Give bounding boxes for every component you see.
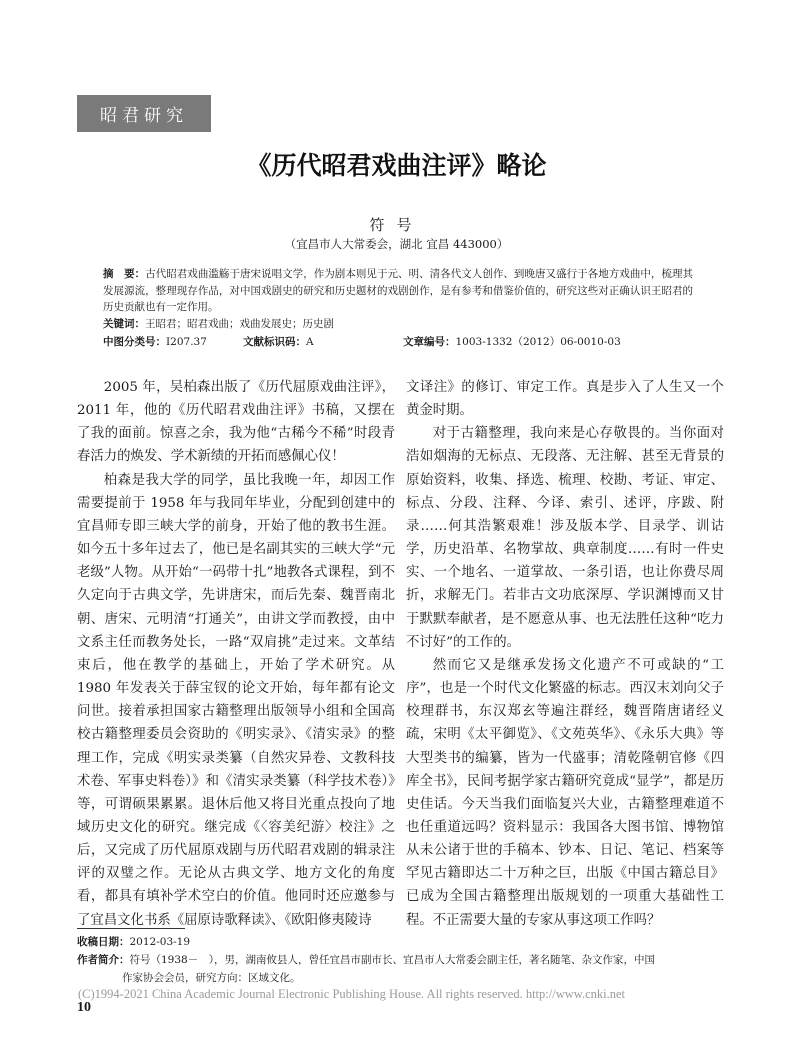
- body-paragraph: 对于古籍整理，我向来是心存敬畏的。当你面对浩如烟海的无标点、无段落、无注解、甚至无背景的原始资料，收集、择选、梳理、校勘、考证、审定、标点、分段、注释、今译、索引、述评，序跋、附录……何其浩繁艰难！涉及版本学、目录学、训诂学，历史沿革、名物掌故、典章制度……有时一件史实、一个地名、一道掌故、一条引语，也让你费尽周折，求解无门。若非古文功底深厚、学识渊博而又甘于默默奉献者，是不愿意从事、也无法胜任这种“吃力不讨好”的工作的。: [406, 426, 724, 650]
- clc-value: I207.37: [166, 336, 207, 348]
- author-bio: [77, 951, 717, 969]
- keywords-label: 关键词：: [103, 317, 145, 330]
- author-bio-continued: 作家协会会员，研究方向：区域文化。: [122, 972, 301, 984]
- author-affiliation: （宜昌市人大常委会，湖北 宜昌 443000）: [284, 237, 509, 251]
- author-name: 符号: [369, 216, 424, 234]
- section-tab: 昭君研究: [77, 95, 211, 132]
- keywords-text: 王昭君；昭君戏曲；戏曲发展史；历史剧: [145, 317, 334, 330]
- bio-label: 作者简介：: [77, 954, 130, 966]
- body-paragraph: 柏森是我大学的同学，虽比我晚一年，却因工作需要提前于 1958 年与我同年毕业，分配到创建中的宜昌师专即三峡大学的前身，开始了他的教书生涯。如今五十多年过去了，他已是名副其实的三峡大学“元老级”人物。从开始“一码带十扎”地教各式课程，到不久定向于古典文学，先讲唐宋，而后先秦、魏晋南北朝、唐宋、元明清“打通关”，由讲文学而教授，由中文系主任而教务处长，一路“双肩挑”走过来。文革结束后，他在教学的基础上，开始了学术研究。从 1980 年发表关于薛宝钗的论文开始，每年都有论文问世。接着承担国家古籍整理出版领导小组和全国高校古籍整理委员会资助的《明实录》、《清实录》的整理工作，完成《明实录类纂（自然灾异卷、文教科技术卷、军事史料卷）》和《清实录类纂（科学技术卷）》等，可谓硕果累累。退休后他又将目光重点投向了地域历史文化的研究。继完成《〈容美纪游〉校注》之后，又完成了历代屈原戏剧与历代昭君戏剧的辑录注评的双璧之作。无论从古典文学、地方文化的角度看，都具有填补学术空白的价值。他同时还应邀参与了宜昌文化书系《屈原诗歌释读》、《欧阳修夷陵诗: [77, 472, 395, 928]
- body-column-left: [77, 376, 395, 932]
- received-value: 2012-03-19: [129, 936, 191, 948]
- document-code: [243, 334, 403, 351]
- article-number-value: 1003-1332（2012）06-0010-03: [455, 336, 621, 348]
- abstract-text: 古代昭君戏曲滥觞于唐宋说唱文学，作为剧本则见于元、明、清各代文人创作、到晚唐又盛行于各地方戏曲中，梳理其发展源流，整理现存作品，对中国戏剧史的研究和历史题材的戏剧创作，是有参考和借鉴价值的，研究这些对正确认识王昭君的历史贡献也有一定作用。: [103, 268, 694, 313]
- received-label: 收稿日期：: [77, 936, 130, 948]
- body-paragraph: 然而它又是继承发扬文化遗产不可或缺的“工序”，也是一个时代文化繁盛的标志。西汉末刘向父子校理群书，东汉郑玄等遍注群经，魏晋隋唐诸经义疏，宋明《太平御览》、《文苑英华》、《永乐大典》等大型类书的编纂，皆为一代盛事；清乾隆朝官修《四库全书》，民间考据学家古籍研究竟成“显学”，都是历史佳话。今天当我们面临复兴大业，古籍整理难道不也任重道远吗？资料显示：我国各大图书馆、博物馆从未公诸于世的手稿本、钞本、日记、笔记、档案等罕见古籍即达二十万种之巨，出版《中国古籍总目》已成为全国古籍整理出版规划的一项重大基础性工程。不正需要大量的专家从事这项工作吗？: [406, 657, 724, 928]
- doc-code-value: A: [306, 336, 314, 348]
- page-number: 10: [77, 1000, 91, 1015]
- doc-code-label: 文献标识码：: [243, 336, 306, 348]
- clc-number: [103, 334, 243, 351]
- body-paragraph: 2005 年，吴柏森出版了《历代屈原戏曲注评》，2011 年，他的《历代昭君戏曲注评》书稿，又摆在了我的面前。惊喜之余，我为他“古稀今不稀”时段青春活力的焕发、学术新绩的开拓而感佩心仪！: [77, 380, 395, 465]
- bio-text: 符号（1938－ ），男，湖南攸县人，曾任宜昌市副市长、宜昌市人大常委会副主任，著名随笔、杂文作家，中国: [129, 954, 655, 966]
- classification-line: [103, 334, 693, 351]
- body-column-right: [406, 376, 724, 932]
- body-paragraph: 文译注》的修订、审定工作。真是步入了人生又一个黄金时期。: [406, 380, 724, 419]
- abstract-label: 摘 要：: [103, 268, 146, 280]
- copyright-watermark: (C)1994-2021 China Academic Journal Electronic Publishing House. All rights reserved. http://www.cnki.net: [78, 987, 626, 1001]
- keywords: [103, 316, 693, 333]
- clc-label: 中图分类号：: [103, 336, 166, 348]
- footnotes: [77, 933, 717, 987]
- footnote-divider: [77, 928, 185, 929]
- article-number: [403, 334, 621, 351]
- article-number-label: 文章编号：: [403, 336, 456, 348]
- abstract-block: [103, 266, 693, 351]
- article-title: 《历代昭君戏曲注评》略论: [246, 151, 547, 180]
- received-date: [77, 933, 717, 951]
- abstract: [103, 266, 693, 316]
